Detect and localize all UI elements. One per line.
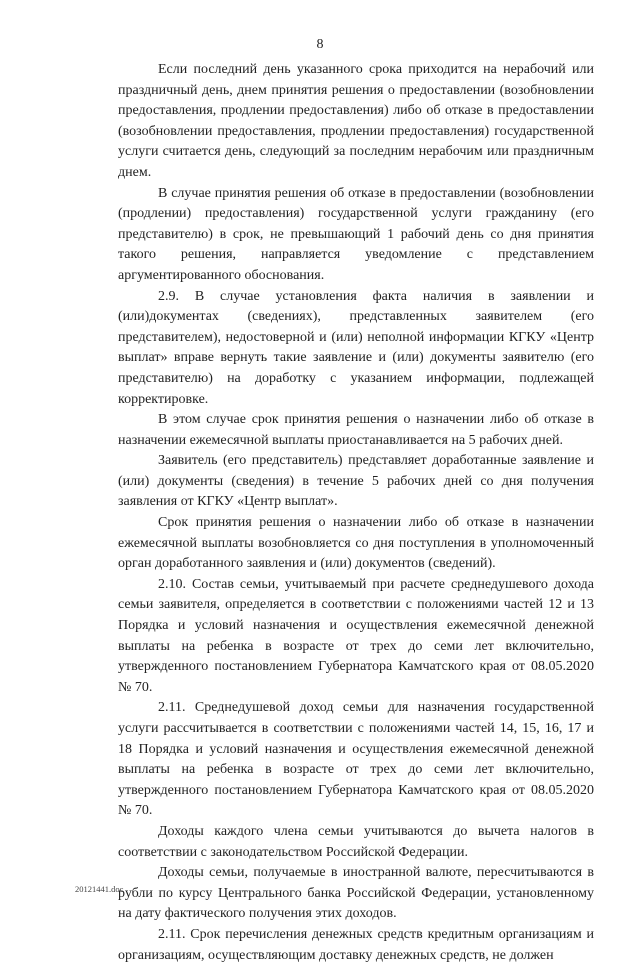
paragraph-suspension: В этом случае срок принятия решения о назначении либо об отказе в назначении ежемесячной выплаты приостанавливается на 5 рабочих дней. xyxy=(118,412,594,448)
paragraph-holiday-deadline: Если последний день указанного срока приходится на нерабочий или праздничный день, днем принятия решения о предоставлении (возобновлении предоставления, продлении предоставления) либо об отказе в предоставлении (возобновлении предоставления, продлении предоставления) государственной услуги считается день, следующий за последним нерабочим или праздничным днем. xyxy=(118,62,594,180)
paragraph-resumption: Срок принятия решения о назначении либо об отказе в назначении ежемесячной выплаты возобновляется со дня поступления в уполномоченный орган доработанного заявления и (или) документов (сведений). xyxy=(118,515,594,572)
paragraph-resubmission: Заявитель (его представитель) представляет доработанные заявление и (или) документы (сведения) в течение 5 рабочих дней со дня получения заявления от КГКУ «Центр выплат». xyxy=(118,453,594,510)
paragraph-foreign-currency: Доходы семьи, получаемые в иностранной валюте, пересчитываются в рубли по курсу Центрального банка Российской Федерации, установленному на дату фактического получения этих доходов. xyxy=(118,865,594,922)
paragraph-2-11-income: 2.11. Среднедушевой доход семьи для назначения государственной услуги рассчитывается в соответствии с положениями частей 14, 15, 16, 17 и 18 Порядка и условий назначения и осуществления ежемесячной денежной выплаты на ребенка в возрасте от трех до семи лет включительно, утвержденного постановлением Губернатора Камчатского края от 08.05.2020 № 70. xyxy=(118,700,594,819)
page-number: 8 xyxy=(316,37,324,52)
paragraph-2-9: 2.9. В случае установления факта наличия в заявлении и (или)документах (сведениях), представленных заявителем (его представителем), недостоверной и (или) неполной информации КГКУ «Центр выплат» вправе вернуть такие заявление и (или) документы заявителю (его представителю) на доработку с указанием информации, подлежащей корректировке. xyxy=(118,288,594,407)
paragraph-2-10: 2.10. Состав семьи, учитываемый при расчете среднедушевого дохода семьи заявителя, определяется в соответствии с положениями частей 12 и 13 Порядка и условий назначения и осуществления ежемесячной денежной выплаты на ребенка в возрасте от трех до семи лет включительно, утвержденного постановлением Губернатора Камчатского края от 08.05.2020 № 70. xyxy=(118,576,594,695)
footer-filename: 20121441.doc xyxy=(75,884,124,894)
paragraph-2-11-transfer: 2.11. Срок перечисления денежных средств кредитным организациям и организациям, осуществляющим доставку денежных средств, не должен xyxy=(118,926,594,963)
paragraph-taxes: Доходы каждого члена семьи учитываются до вычета налогов в соответствии с законодательством Российской Федерации. xyxy=(118,823,594,860)
document-body xyxy=(118,60,594,966)
paragraph-refusal-notice: В случае принятия решения об отказе в предоставлении (возобновлении (продлении) предоставления) государственной услуги гражданину (его представителю) в срок, не превышающий 1 рабочий день со дня принятия такого решения, направляется уведомление с представлением аргументированного обоснования. xyxy=(118,185,594,283)
